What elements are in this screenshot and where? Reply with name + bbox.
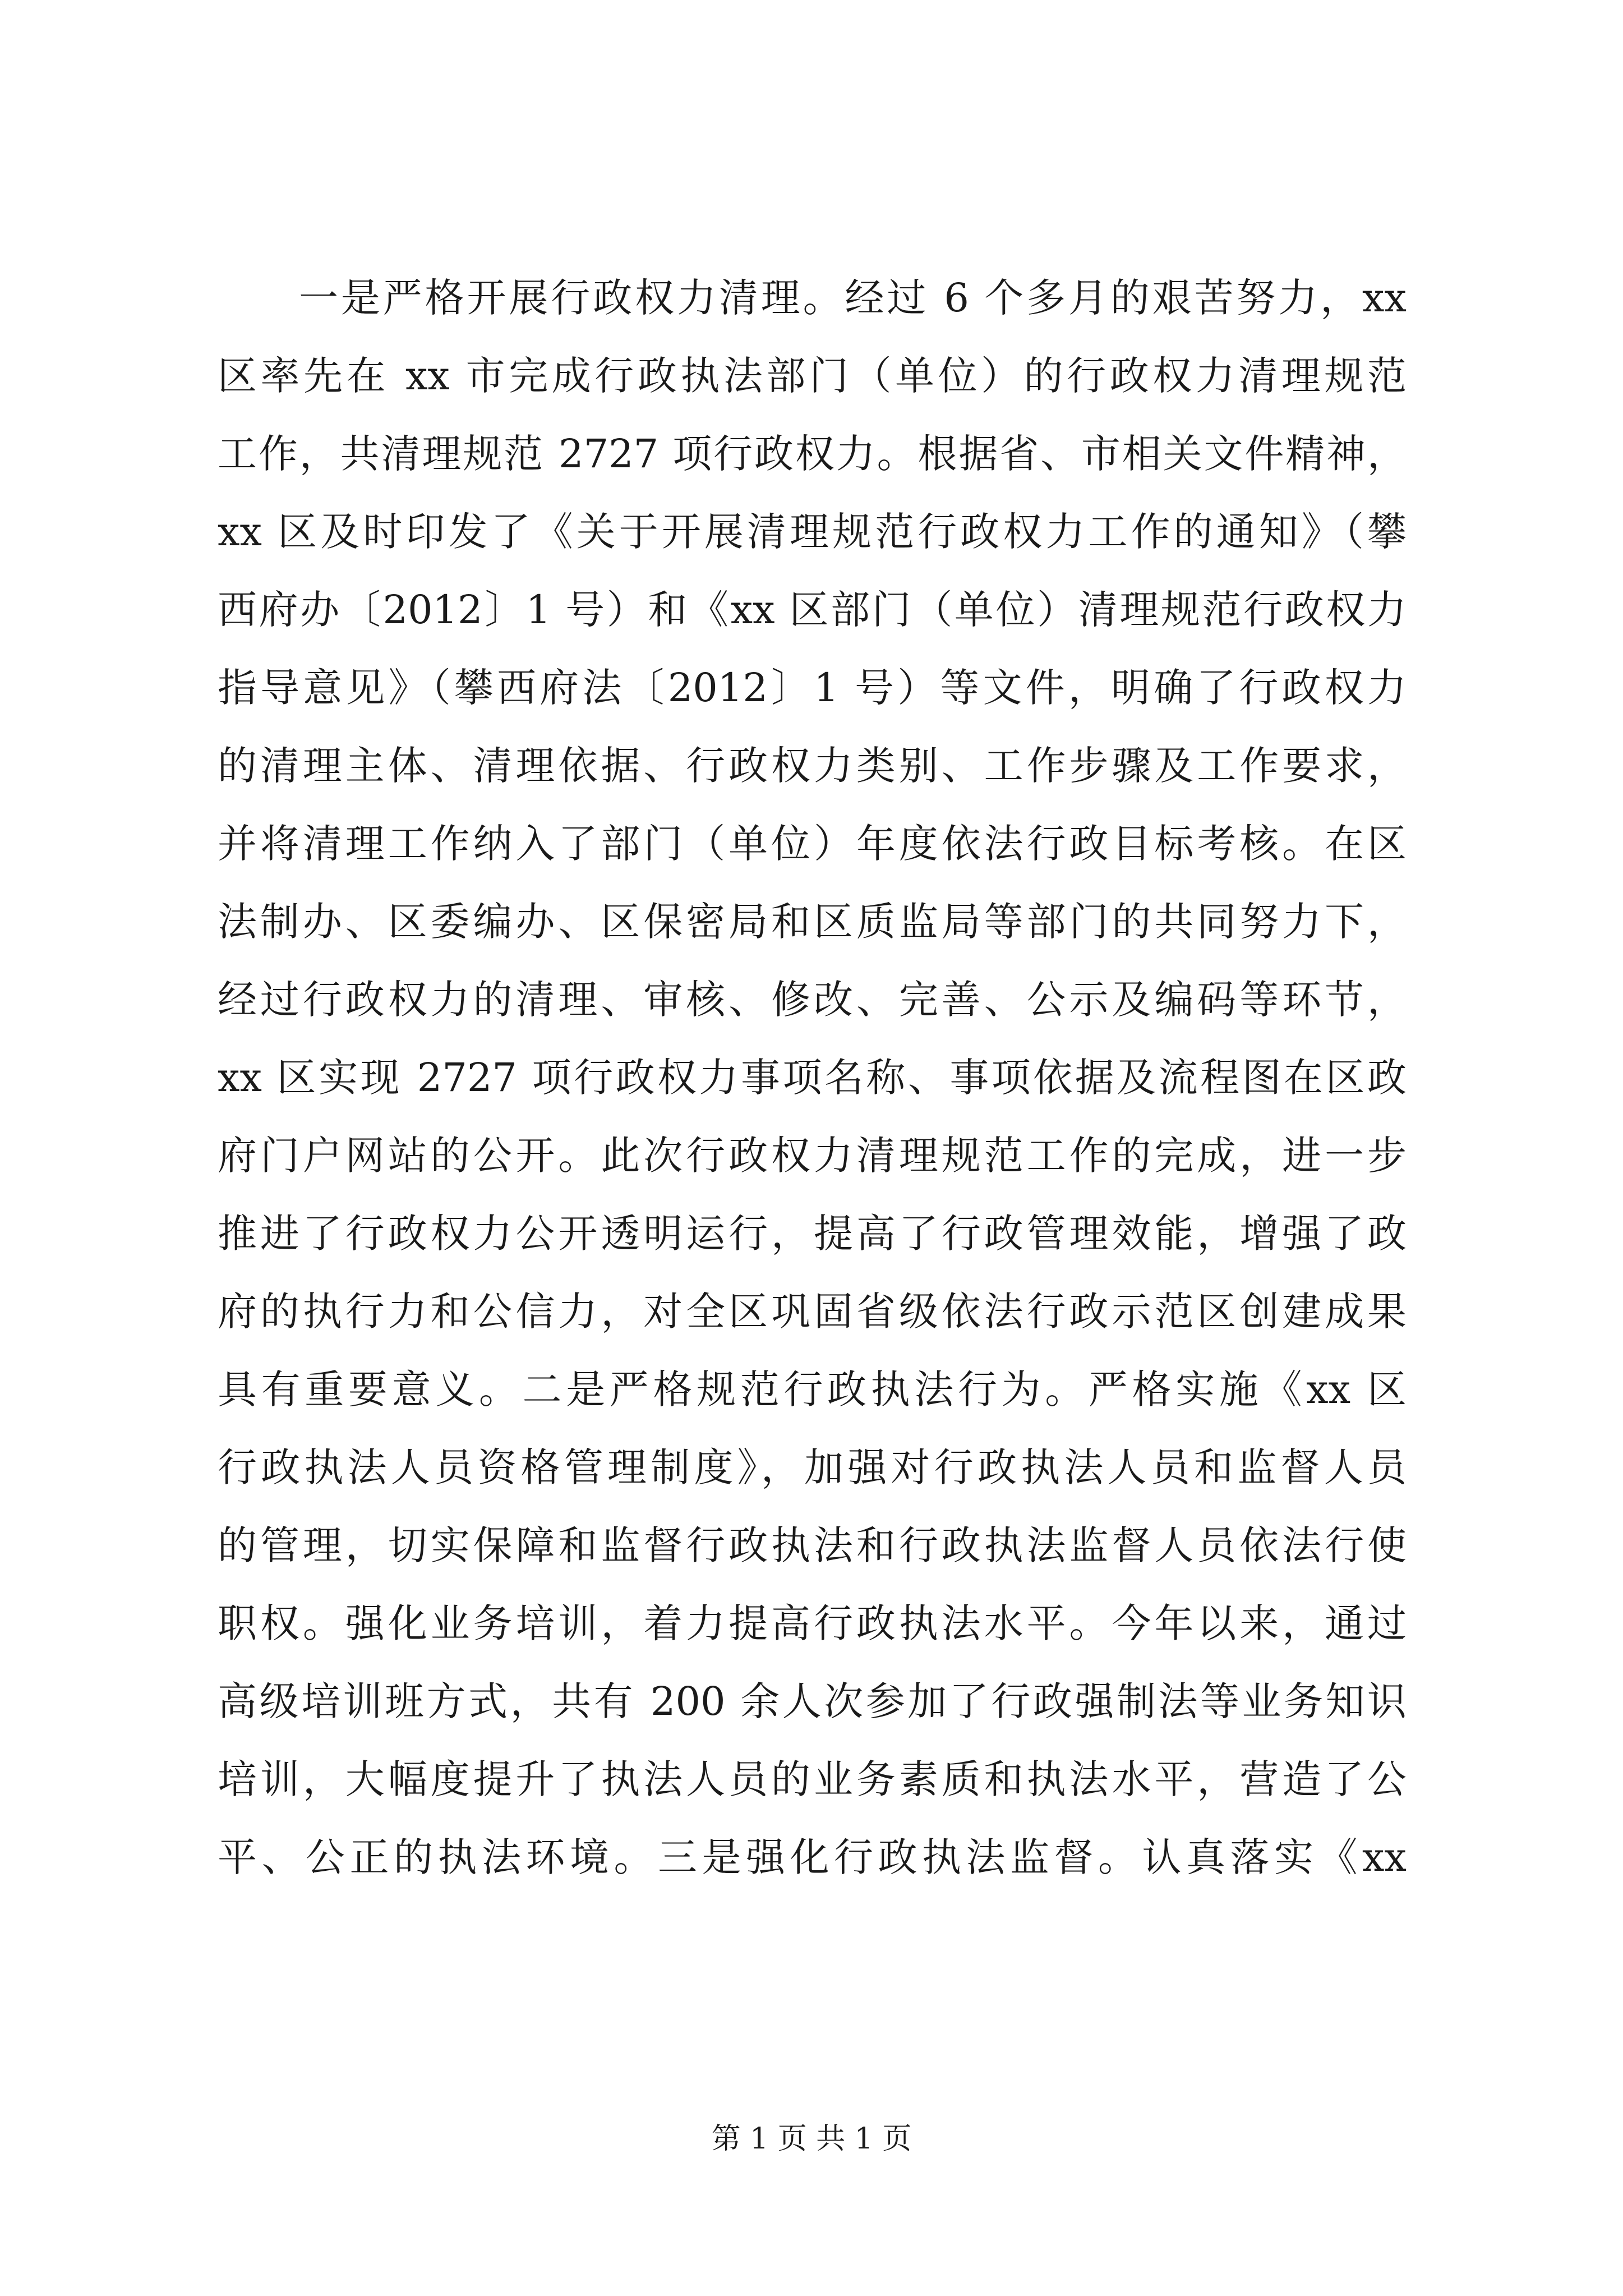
text-line: 府门户网站的公开。此次行政权力清理规范工作的完成，进一步 bbox=[218, 1133, 1407, 1179]
text-line: 培训，大幅度提升了执法人员的业务素质和执法水平，营造了公 bbox=[218, 1756, 1407, 1802]
text-line: 推进了行政权力公开透明运行，提高了行政管理效能，增强了政 bbox=[218, 1211, 1407, 1257]
text-line: xx 区实现 2727 项行政权力事项名称、事项依据及流程图在区政 bbox=[218, 1055, 1407, 1101]
text-line: 的管理，切实保障和监督行政执法和行政执法监督人员依法行使 bbox=[218, 1522, 1407, 1568]
text-line: 职权。强化业务培训，着力提高行政执法水平。今年以来，通过 bbox=[218, 1600, 1407, 1646]
text-line: 经过行政权力的清理、审核、修改、完善、公示及编码等环节， bbox=[218, 977, 1407, 1023]
text-line: 并将清理工作纳入了部门（单位）年度依法行政目标考核。在区 bbox=[218, 821, 1407, 867]
text-line: 的清理主体、清理依据、行政权力类别、工作步骤及工作要求， bbox=[218, 743, 1407, 789]
text-line: 一是严格开展行政权力清理。经过 6 个多月的艰苦努力，xx bbox=[299, 275, 1407, 321]
body-paragraph bbox=[218, 259, 1407, 1897]
text-line: 具有重要意义。二是严格规范行政执法行为。严格实施《xx 区 bbox=[218, 1366, 1407, 1412]
text-line: 指导意见》（攀西府法〔2012〕1 号）等文件，明确了行政权力 bbox=[218, 665, 1407, 711]
text-line: 西府办〔2012〕1 号）和《xx 区部门（单位）清理规范行政权力 bbox=[218, 587, 1407, 633]
text-line: 行政执法人员资格管理制度》，加强对行政执法人员和监督人员 bbox=[218, 1444, 1407, 1490]
text-line: 府的执行力和公信力，对全区巩固省级依法行政示范区创建成果 bbox=[218, 1289, 1407, 1335]
text-line: 工作，共清理规范 2727 项行政权力。根据省、市相关文件精神， bbox=[218, 431, 1407, 477]
text-line: 高级培训班方式，共有 200 余人次参加了行政强制法等业务知识 bbox=[218, 1678, 1407, 1724]
text-line: 区率先在 xx 市完成行政执法部门（单位）的行政权力清理规范 bbox=[218, 353, 1407, 399]
text-line: xx 区及时印发了《关于开展清理规范行政权力工作的通知》（攀 bbox=[218, 509, 1407, 555]
text-line: 平、公正的执法环境。三是强化行政执法监督。认真落实《xx bbox=[218, 1834, 1407, 1880]
text-line: 法制办、区委编办、区保密局和区质监局等部门的共同努力下， bbox=[218, 899, 1407, 945]
page-footer: 第 1 页 共 1 页 bbox=[711, 2122, 912, 2156]
